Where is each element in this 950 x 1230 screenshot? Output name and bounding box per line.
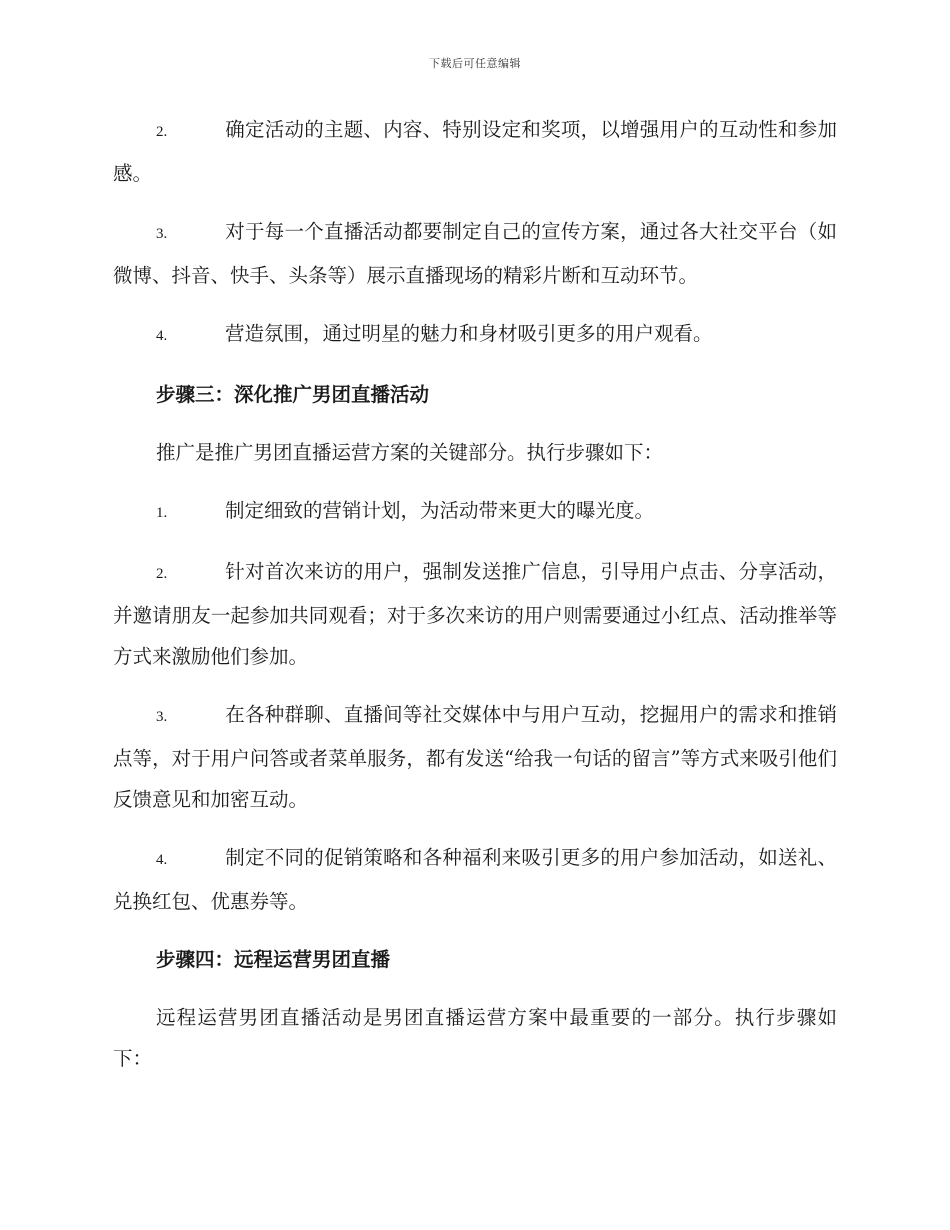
list-number: 2. xyxy=(156,566,168,582)
document-body xyxy=(113,109,837,1096)
list-item-3 xyxy=(113,211,837,296)
paragraph-intro-step-3: 推广是推广男团直播运营方案的关键部分。执行步骤如下： xyxy=(156,441,664,464)
list-number: 3. xyxy=(156,226,168,242)
list-item-1 xyxy=(113,490,837,534)
list-text: 对于每一个直播活动都要制定自己的宣传方案，通过各大社交平台（如微博、抖音、快手、头条等）展示直播现场的精彩片断和互动环节。 xyxy=(113,220,837,287)
list-number: 4. xyxy=(156,852,168,868)
list-item-4 xyxy=(113,313,837,357)
list-text: 确定活动的主题、内容、特别设定和奖项，以增强用户的互动性和参加感。 xyxy=(113,118,837,185)
list-number: 3. xyxy=(156,709,168,725)
list-item-2 xyxy=(113,551,837,677)
list-number: 2. xyxy=(156,124,168,140)
list-text: 营造氛围，通过明星的魅力和身材吸引更多的用户观看。 xyxy=(225,322,713,345)
paragraph-intro-step-4: 远程运营男团直播活动是男团直播运营方案中最重要的一部分。执行步骤如下： xyxy=(113,1006,837,1070)
list-text: 针对首次来访的用户，强制发送推广信息，引导用户点击、分享活动，并邀请朋友一起参加共同观看；对于多次来访的用户则需要通过小红点、活动推举等方式来激励他们参加。 xyxy=(113,560,837,668)
list-item-4 xyxy=(113,837,837,922)
section-heading-step-3: 步骤三：深化推广男团直播活动 xyxy=(156,383,430,406)
list-number: 4. xyxy=(156,328,168,344)
list-number: 1. xyxy=(156,505,168,521)
list-text: 在各种群聊、直播间等社交媒体中与用户互动，挖掘用户的需求和推销点等，对于用户问答或者菜单服务，都有发送“给我一句话的留言”等方式来吸引他们反馈意见和加密互动。 xyxy=(113,703,837,811)
list-text: 制定不同的促销策略和各种福利来吸引更多的用户参加活动，如送礼、兑换红包、优惠券等。 xyxy=(113,846,837,913)
list-item-2 xyxy=(113,109,837,194)
section-heading-step-4: 步骤四：远程运营男团直播 xyxy=(156,948,391,971)
page-header: 下载后可任意编辑 xyxy=(429,57,521,70)
list-text: 制定细致的营销计划，为活动带来更大的曝光度。 xyxy=(225,499,655,522)
list-item-3 xyxy=(113,694,837,820)
